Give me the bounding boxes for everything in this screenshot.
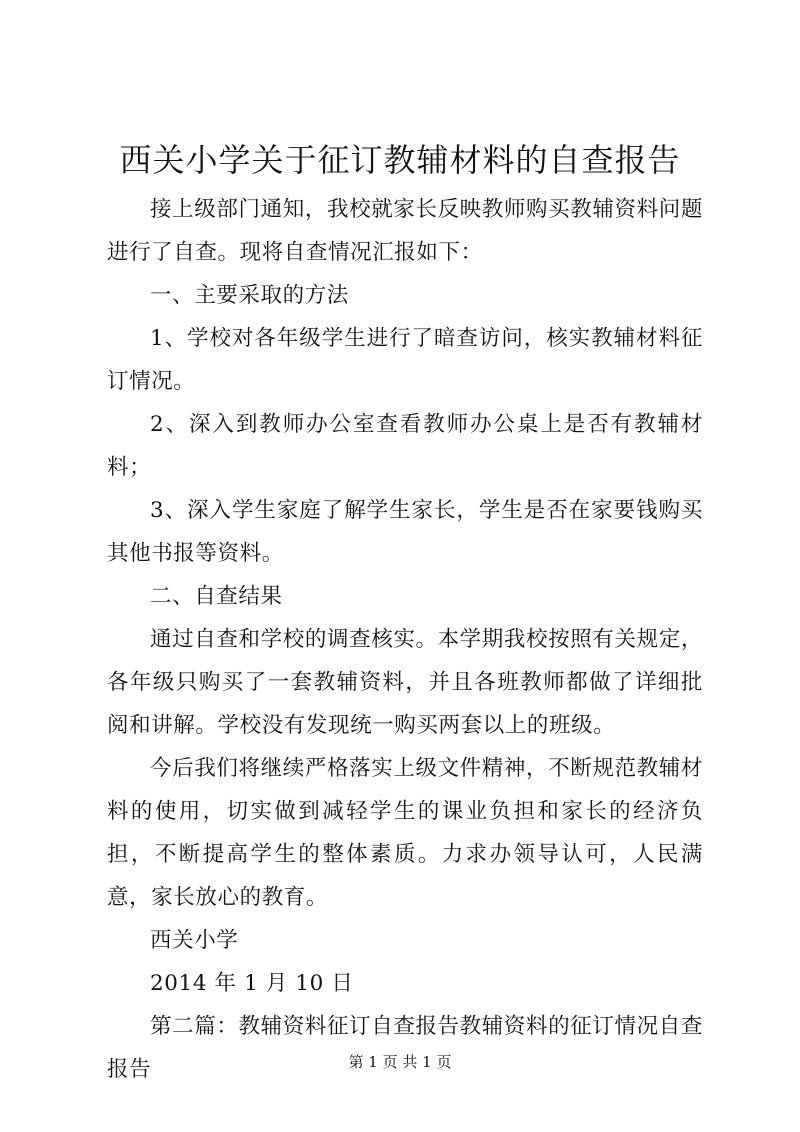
page-footer: 第 1 页 共 1 页 [348, 1053, 452, 1071]
signature-school: 西关小学 [150, 928, 239, 953]
paragraph-results: 通过自查和学校的调查核实。本学期我校按照有关规定，各年级只购买了一套教辅资料，并且各班教师都做了详细批阅和讲解。学校没有发现统一购买两套以上的班级。 [107, 627, 703, 738]
paragraph-method-2: 2、深入到教师办公室查看教师办公桌上是否有教辅材料； [107, 412, 703, 480]
signature-date: 2014 年 1 月 10 日 [150, 971, 354, 996]
section-heading-methods: 一、主要采取的方法 [150, 283, 349, 308]
document-body [107, 188, 703, 1091]
paragraph-method-1: 1、学校对各年级学生进行了暗查访问，核实教辅材料征订情况。 [107, 326, 703, 394]
section-heading-results: 二、自查结果 [150, 584, 283, 609]
document-title: 西关小学关于征订教辅材料的自查报告 [119, 141, 681, 179]
paragraph-future: 今后我们将继续严格落实上级文件精神，不断规范教辅材料的使用，切实做到减轻学生的课业负担和家长的经济负担，不断提高学生的整体素质。力求办领导认可，人民满意，家长放心的教育。 [107, 756, 703, 910]
paragraph-method-3: 3、深入学生家庭了解学生家长，学生是否在家要钱购买其他书报等资料。 [107, 498, 703, 566]
paragraph-intro: 接上级部门通知，我校就家长反映教师购买教辅资料问题进行了自查。现将自查情况汇报如下： [107, 197, 703, 265]
paragraph-second-article: 第二篇：教辅资料征订自查报告教辅资料的征订情况自查报告 [107, 1014, 703, 1082]
